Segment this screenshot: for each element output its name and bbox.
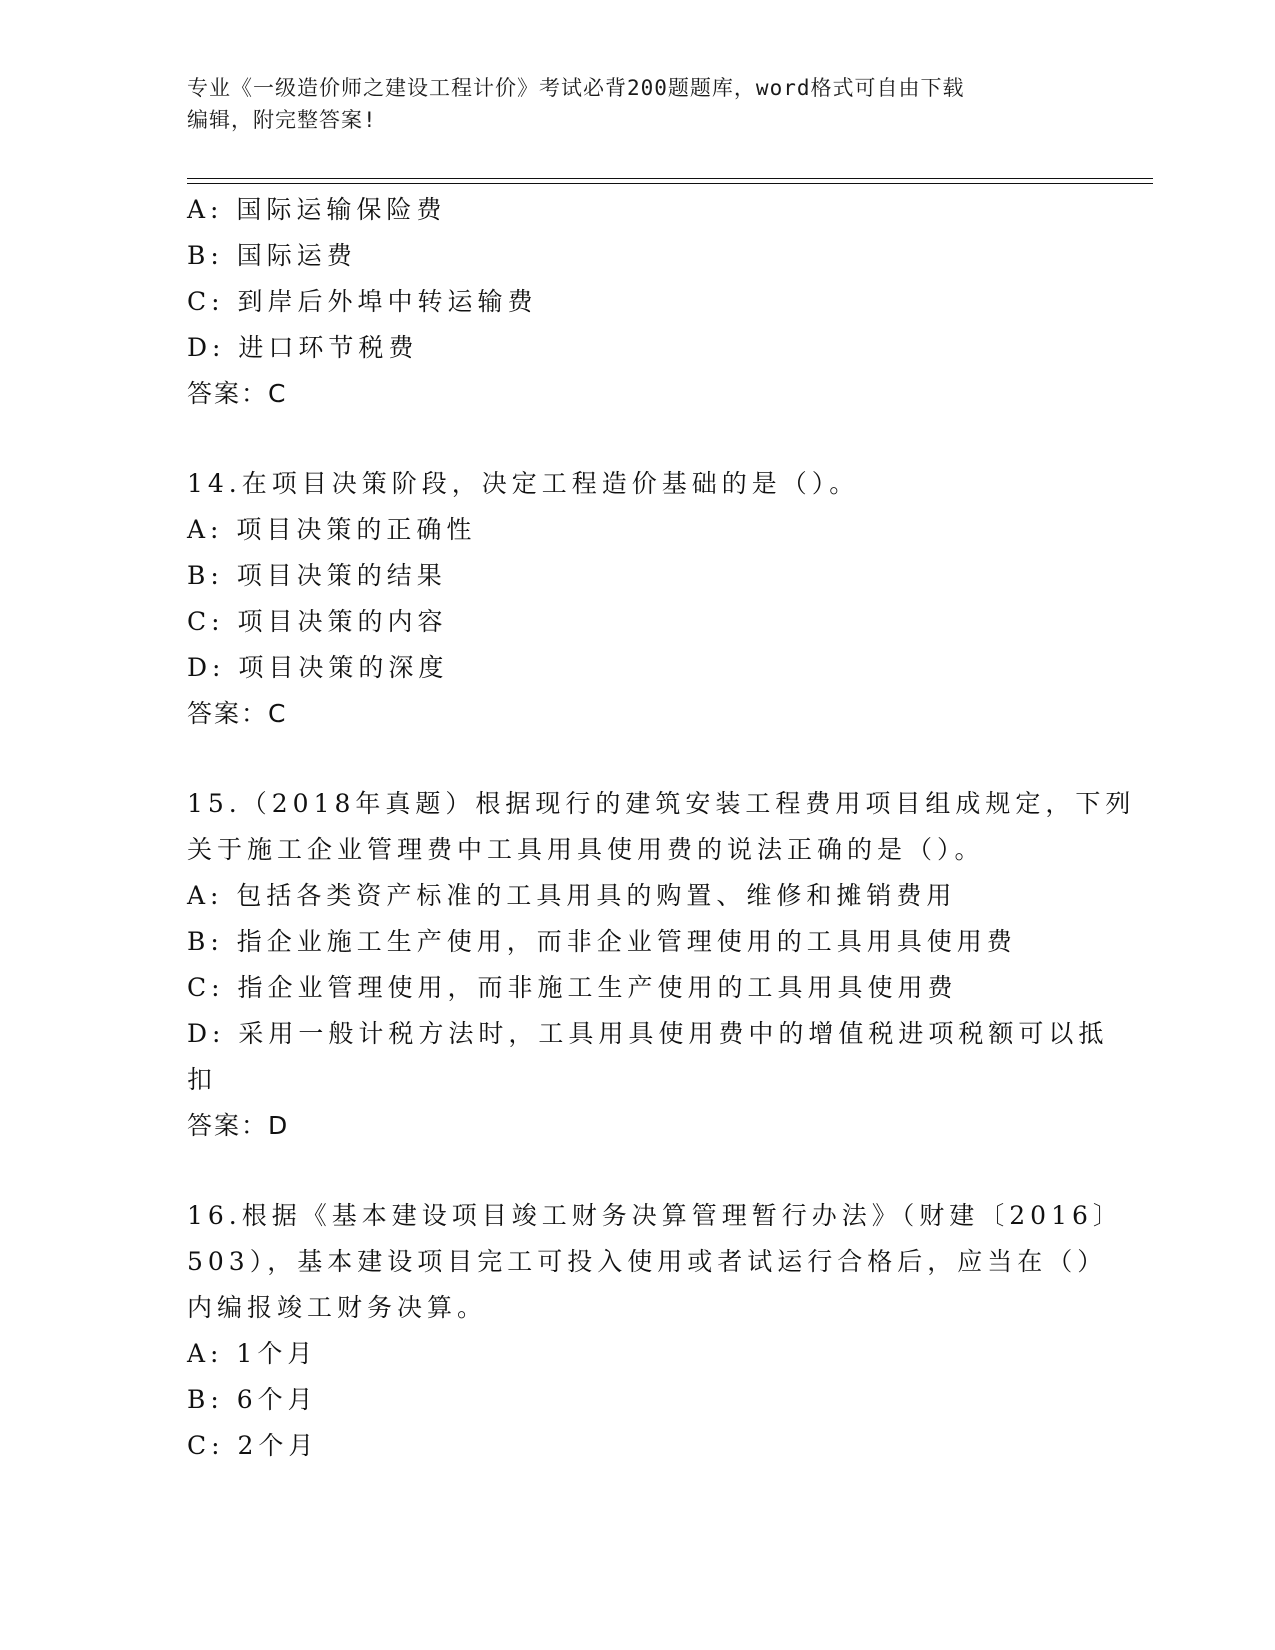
option-c: C: 到岸后外埠中转运输费 — [187, 287, 538, 316]
question-stem-line-1: 16.根据《基本建设项目竣工财务决算管理暂行办法》（财建〔2016〕 — [187, 1201, 1123, 1230]
option-a: A: 国际运输保险费 — [187, 195, 447, 224]
option-b: B: 指企业施工生产使用，而非企业管理使用的工具用具使用费 — [187, 927, 1017, 956]
option-b: B: 6个月 — [187, 1385, 318, 1414]
question-stem-line-1: 15.（2018年真题）根据现行的建筑安装工程费用项目组成规定，下列 — [187, 789, 1136, 818]
question-15 — [187, 781, 1136, 1149]
option-a: A: 项目决策的正确性 — [187, 515, 477, 544]
option-c: C: 2个月 — [187, 1431, 319, 1460]
option-d: D: 项目决策的深度 — [187, 653, 449, 682]
header-line-1: 专业《一级造价师之建设工程计价》考试必背200题题库，word格式可自由下载 — [187, 76, 965, 100]
question-stem-line-2: 503），基本建设项目完工可投入使用或者试运行合格后，应当在（） — [187, 1247, 1108, 1276]
question-stem-line-2: 关于施工企业管理费中工具用具使用费的说法正确的是（）。 — [187, 835, 985, 864]
option-a: A: 包括各类资产标准的工具用具的购置、维修和摊销费用 — [187, 881, 957, 910]
question-list — [187, 187, 1136, 1469]
option-b: B: 国际运费 — [187, 241, 357, 270]
question-13 — [187, 187, 1067, 417]
option-c: C: 项目决策的内容 — [187, 607, 448, 636]
document-header — [187, 72, 1067, 136]
question-16 — [187, 1193, 1123, 1469]
option-a: A: 1个月 — [187, 1339, 318, 1368]
header-divider-top — [187, 178, 1153, 179]
answer: 答案：C — [187, 699, 288, 728]
option-c: C: 指企业管理使用，而非施工生产使用的工具用具使用费 — [187, 973, 958, 1002]
question-stem-line-3: 内编报竣工财务决算。 — [187, 1293, 488, 1322]
question-14 — [187, 461, 1067, 737]
header-divider-bottom — [187, 183, 1153, 184]
answer: 答案：D — [187, 1111, 290, 1140]
option-d-line-2: 扣 — [187, 1065, 218, 1094]
answer: 答案：C — [187, 379, 288, 408]
option-b: B: 项目决策的结果 — [187, 561, 447, 590]
option-d: D: 进口环节税费 — [187, 333, 419, 362]
header-line-2: 编辑，附完整答案! — [187, 108, 377, 132]
option-d-line-1: D: 采用一般计税方法时，工具用具使用费中的增值税进项税额可以抵 — [187, 1019, 1109, 1048]
question-stem: 14.在项目决策阶段，决定工程造价基础的是（）。 — [187, 469, 860, 498]
